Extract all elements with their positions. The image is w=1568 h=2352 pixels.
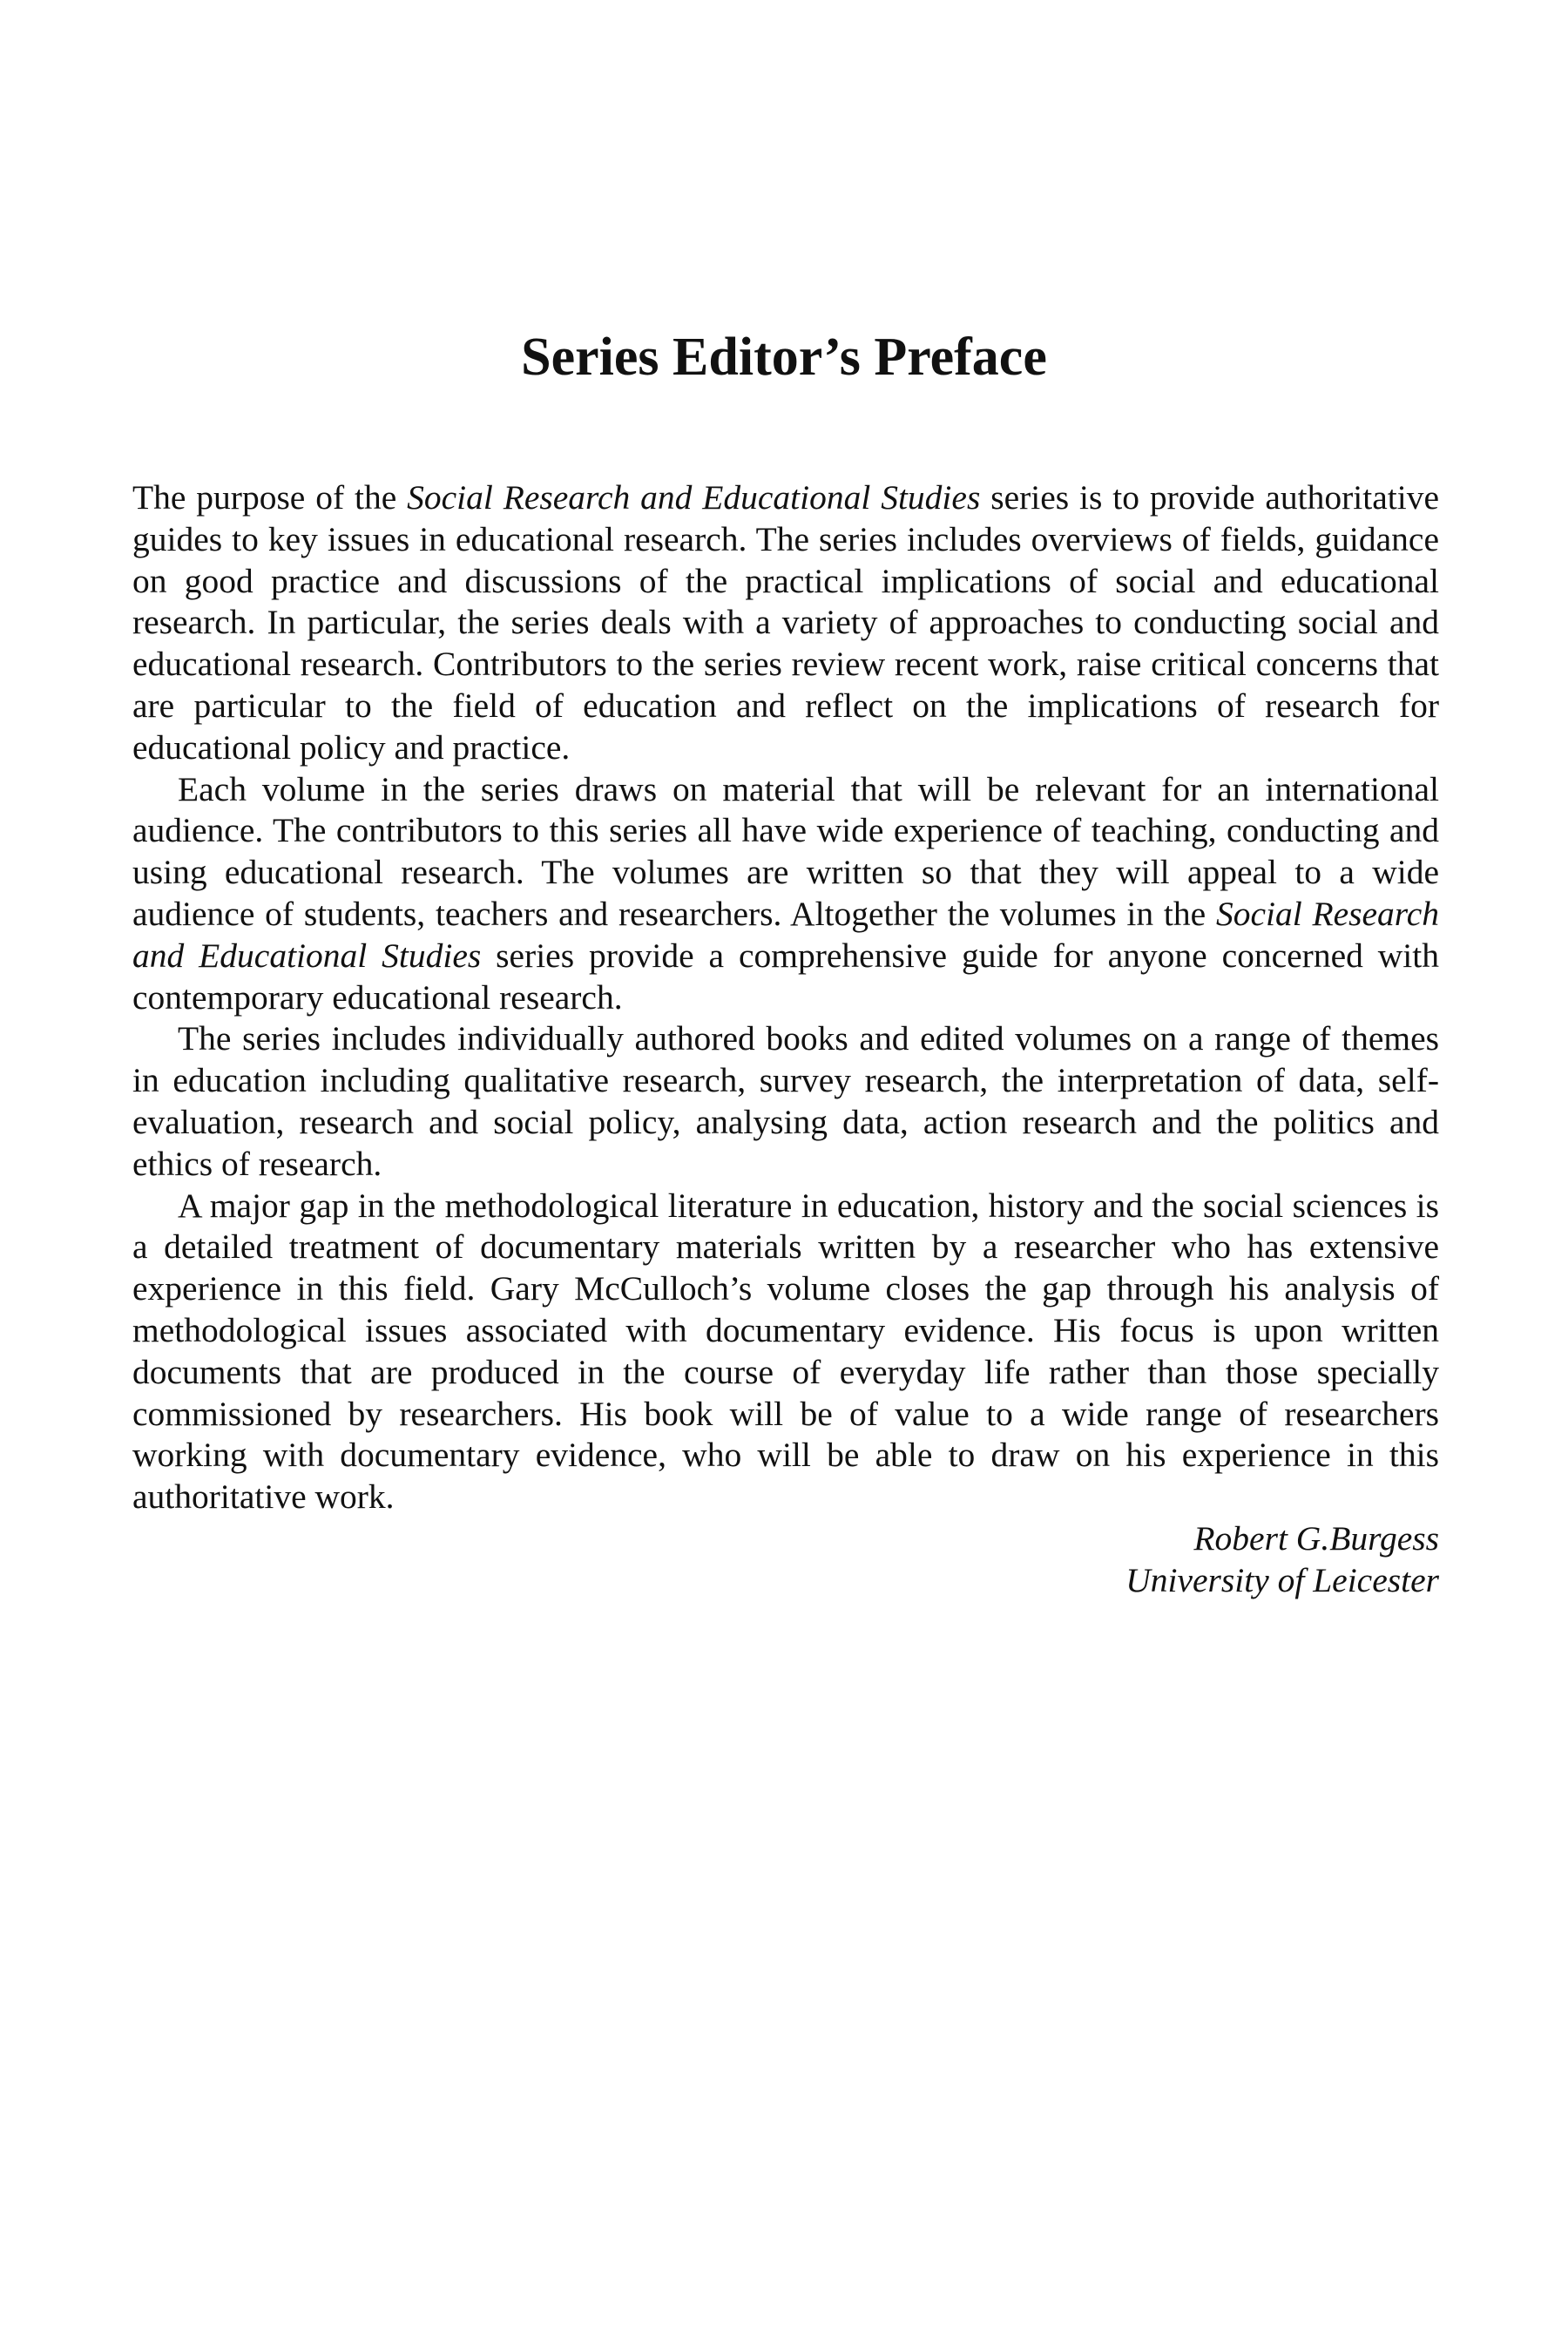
preface-body: [132, 477, 1439, 1602]
paragraph-3: The series includes individually authored books and edited volumes on a range of themes in education including qualitative research, survey research, the interpretation of data, self-evaluation, research and social policy, analysing data, action research and the politics and ethics of research.: [132, 1019, 1439, 1183]
series-name: Social Research and Educational Studies: [132, 894, 1439, 975]
signature-affiliation: University of Leicester: [1125, 1560, 1439, 1599]
paragraph-1-text-a: The purpose of the: [132, 478, 408, 517]
paragraph-1: [132, 477, 1439, 769]
paragraph-4: A major gap in the methodological literature in education, history and the social sciences is a detailed treatment of documentary materials written by a researcher who has extensive experience in this field. Gary McCulloch’s volume closes the gap through his analysis of methodological issues associated with documentary evidence. His focus is upon written documents that are produced in the course of everyday life rather than those specially commissioned by researchers. His book will be of value to a wide range of researchers working with documentary evidence, who will be able to draw on his experience in this authoritative work.: [132, 1186, 1439, 1517]
page-title: Series Editor’s Preface: [521, 328, 1047, 387]
paragraph-2-text-b: series provide a comprehensive guide for anyone concerned with contemporary educational research.: [132, 936, 1439, 1017]
signature-name: Robert G.Burgess: [1193, 1518, 1439, 1558]
paragraph-1-text-b: series is to provide authoritative guides to key issues in educational research. The series includes overviews of fields, guidance on good practice and discussions of the practical implications of social and educational research. In particular, the series deals with a variety of approaches to conducting social and educational research. Contributors to the series review recent work, raise critical concerns that are particular to the field of education and reflect on the implications of research for educational policy and practice.: [132, 478, 1439, 767]
signature-block: [132, 1518, 1439, 1602]
paragraph-2: [132, 769, 1439, 1019]
paragraph-2-text-a: Each volume in the series draws on material that will be relevant for an international audience. The contributors to this series all have wide experience of teaching, conducting and using educational research. The volumes are written so that they will appeal to a wide audience of students, teachers and researchers. Altogether the volumes in the: [132, 769, 1439, 933]
series-name: Social Research and Educational Studies: [407, 478, 981, 517]
